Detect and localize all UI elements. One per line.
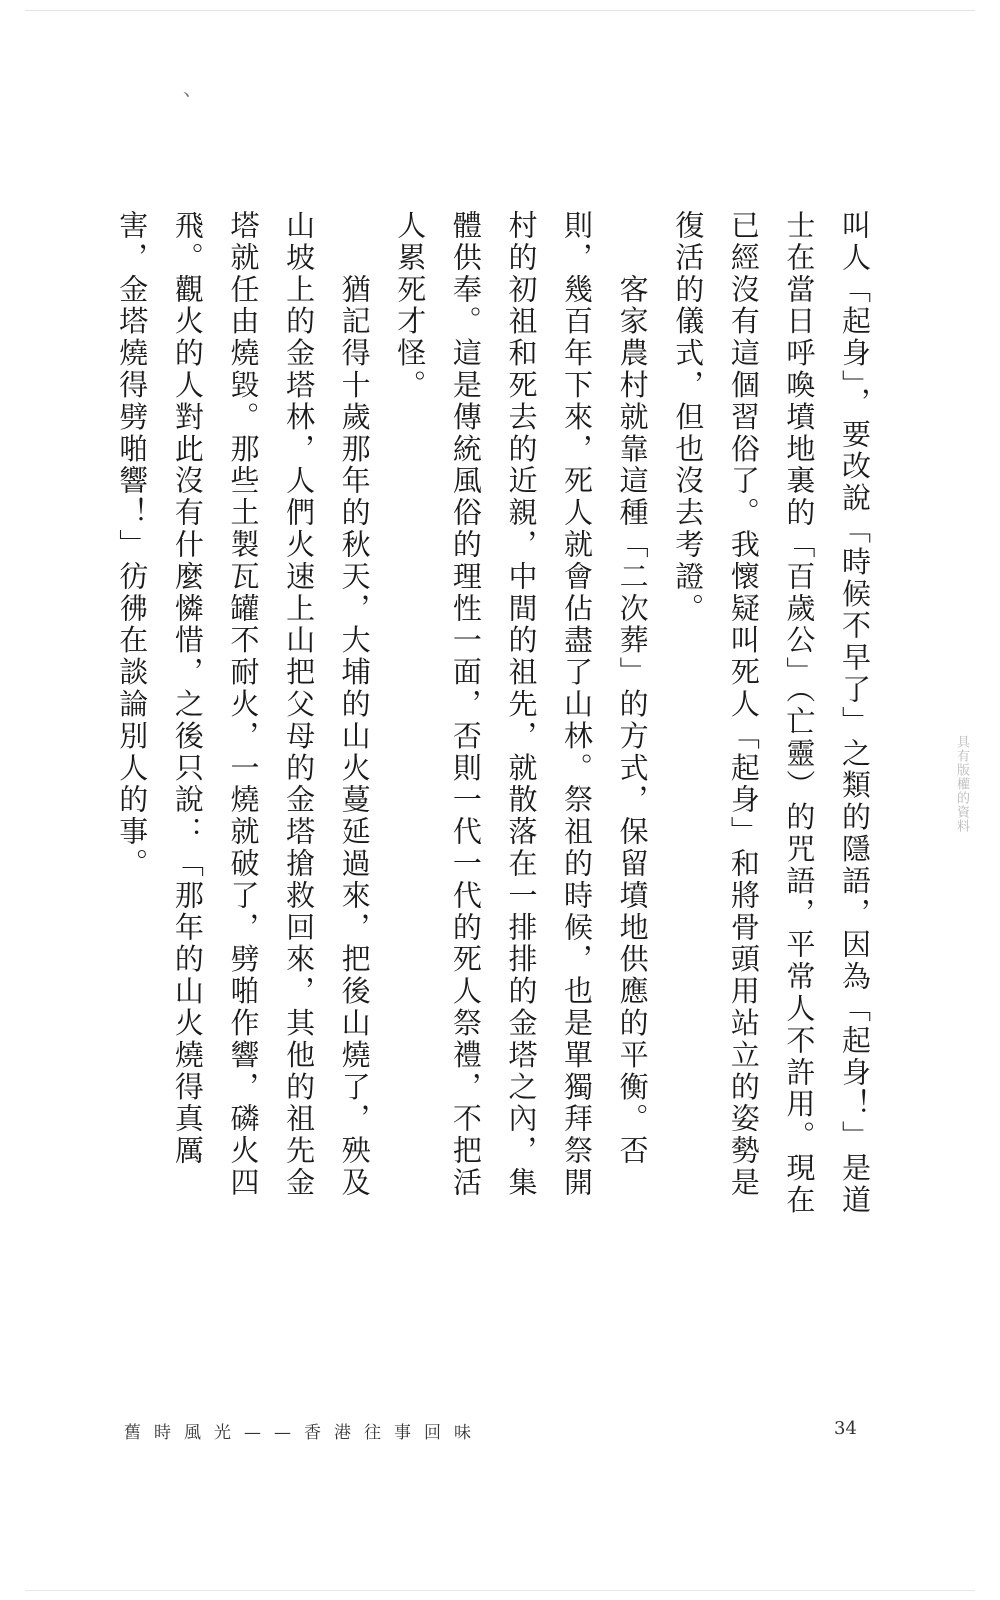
- paragraph-2: 客家農村就靠這種「二次葬」的方式，保留墳地供應的平衡。否則，幾百年下來，死人就會佔盡了山林。祭祖的時候，也是單獨拜祭開村的初祖和死去的近親，中間的祖先，就散落在一排排的金塔之內，集體供奉。這是傳統風俗的理性一面，否則一代一代的死人祭禮，不把活人累死才怪。: [393, 210, 650, 1199]
- copyright-watermark: 具有版權的資料: [954, 735, 969, 833]
- page-number: 34: [834, 1418, 857, 1439]
- running-title: 舊時風光——香港往事回味: [124, 1423, 484, 1443]
- top-rule: [25, 10, 975, 11]
- stray-mark: 、: [183, 76, 203, 100]
- paragraph-1: 叫人「起身」，要改說「時候不早了」之類的隱語，因為「起身！」是道士在當日呼喚墳地裏的「百歲公」（亡靈）的咒語，平常人不許用。現在已經沒有這個習俗了。我懷疑叫死人「起身」和將骨頭用站立的姿勢是復活的儀式，但也沒去考證。: [671, 210, 872, 1217]
- paragraph-3: 猶記得十歲那年的秋天，大埔的山火蔓延過來，把後山燒了，殃及山坡上的金塔林，人們火速上山把父母的金塔搶救回來，其他的祖先金塔就任由燒毀。那些土製瓦罐不耐火，一燒就破了，劈啪作響，磷火四飛。觀火的人對此沒有什麼憐惜，之後只說：「那年的山火燒得真厲害，金塔燒得劈啪響！」彷彿在談論別人的事。: [115, 210, 372, 1199]
- body-text: [112, 210, 882, 1230]
- bottom-rule: [25, 1590, 975, 1591]
